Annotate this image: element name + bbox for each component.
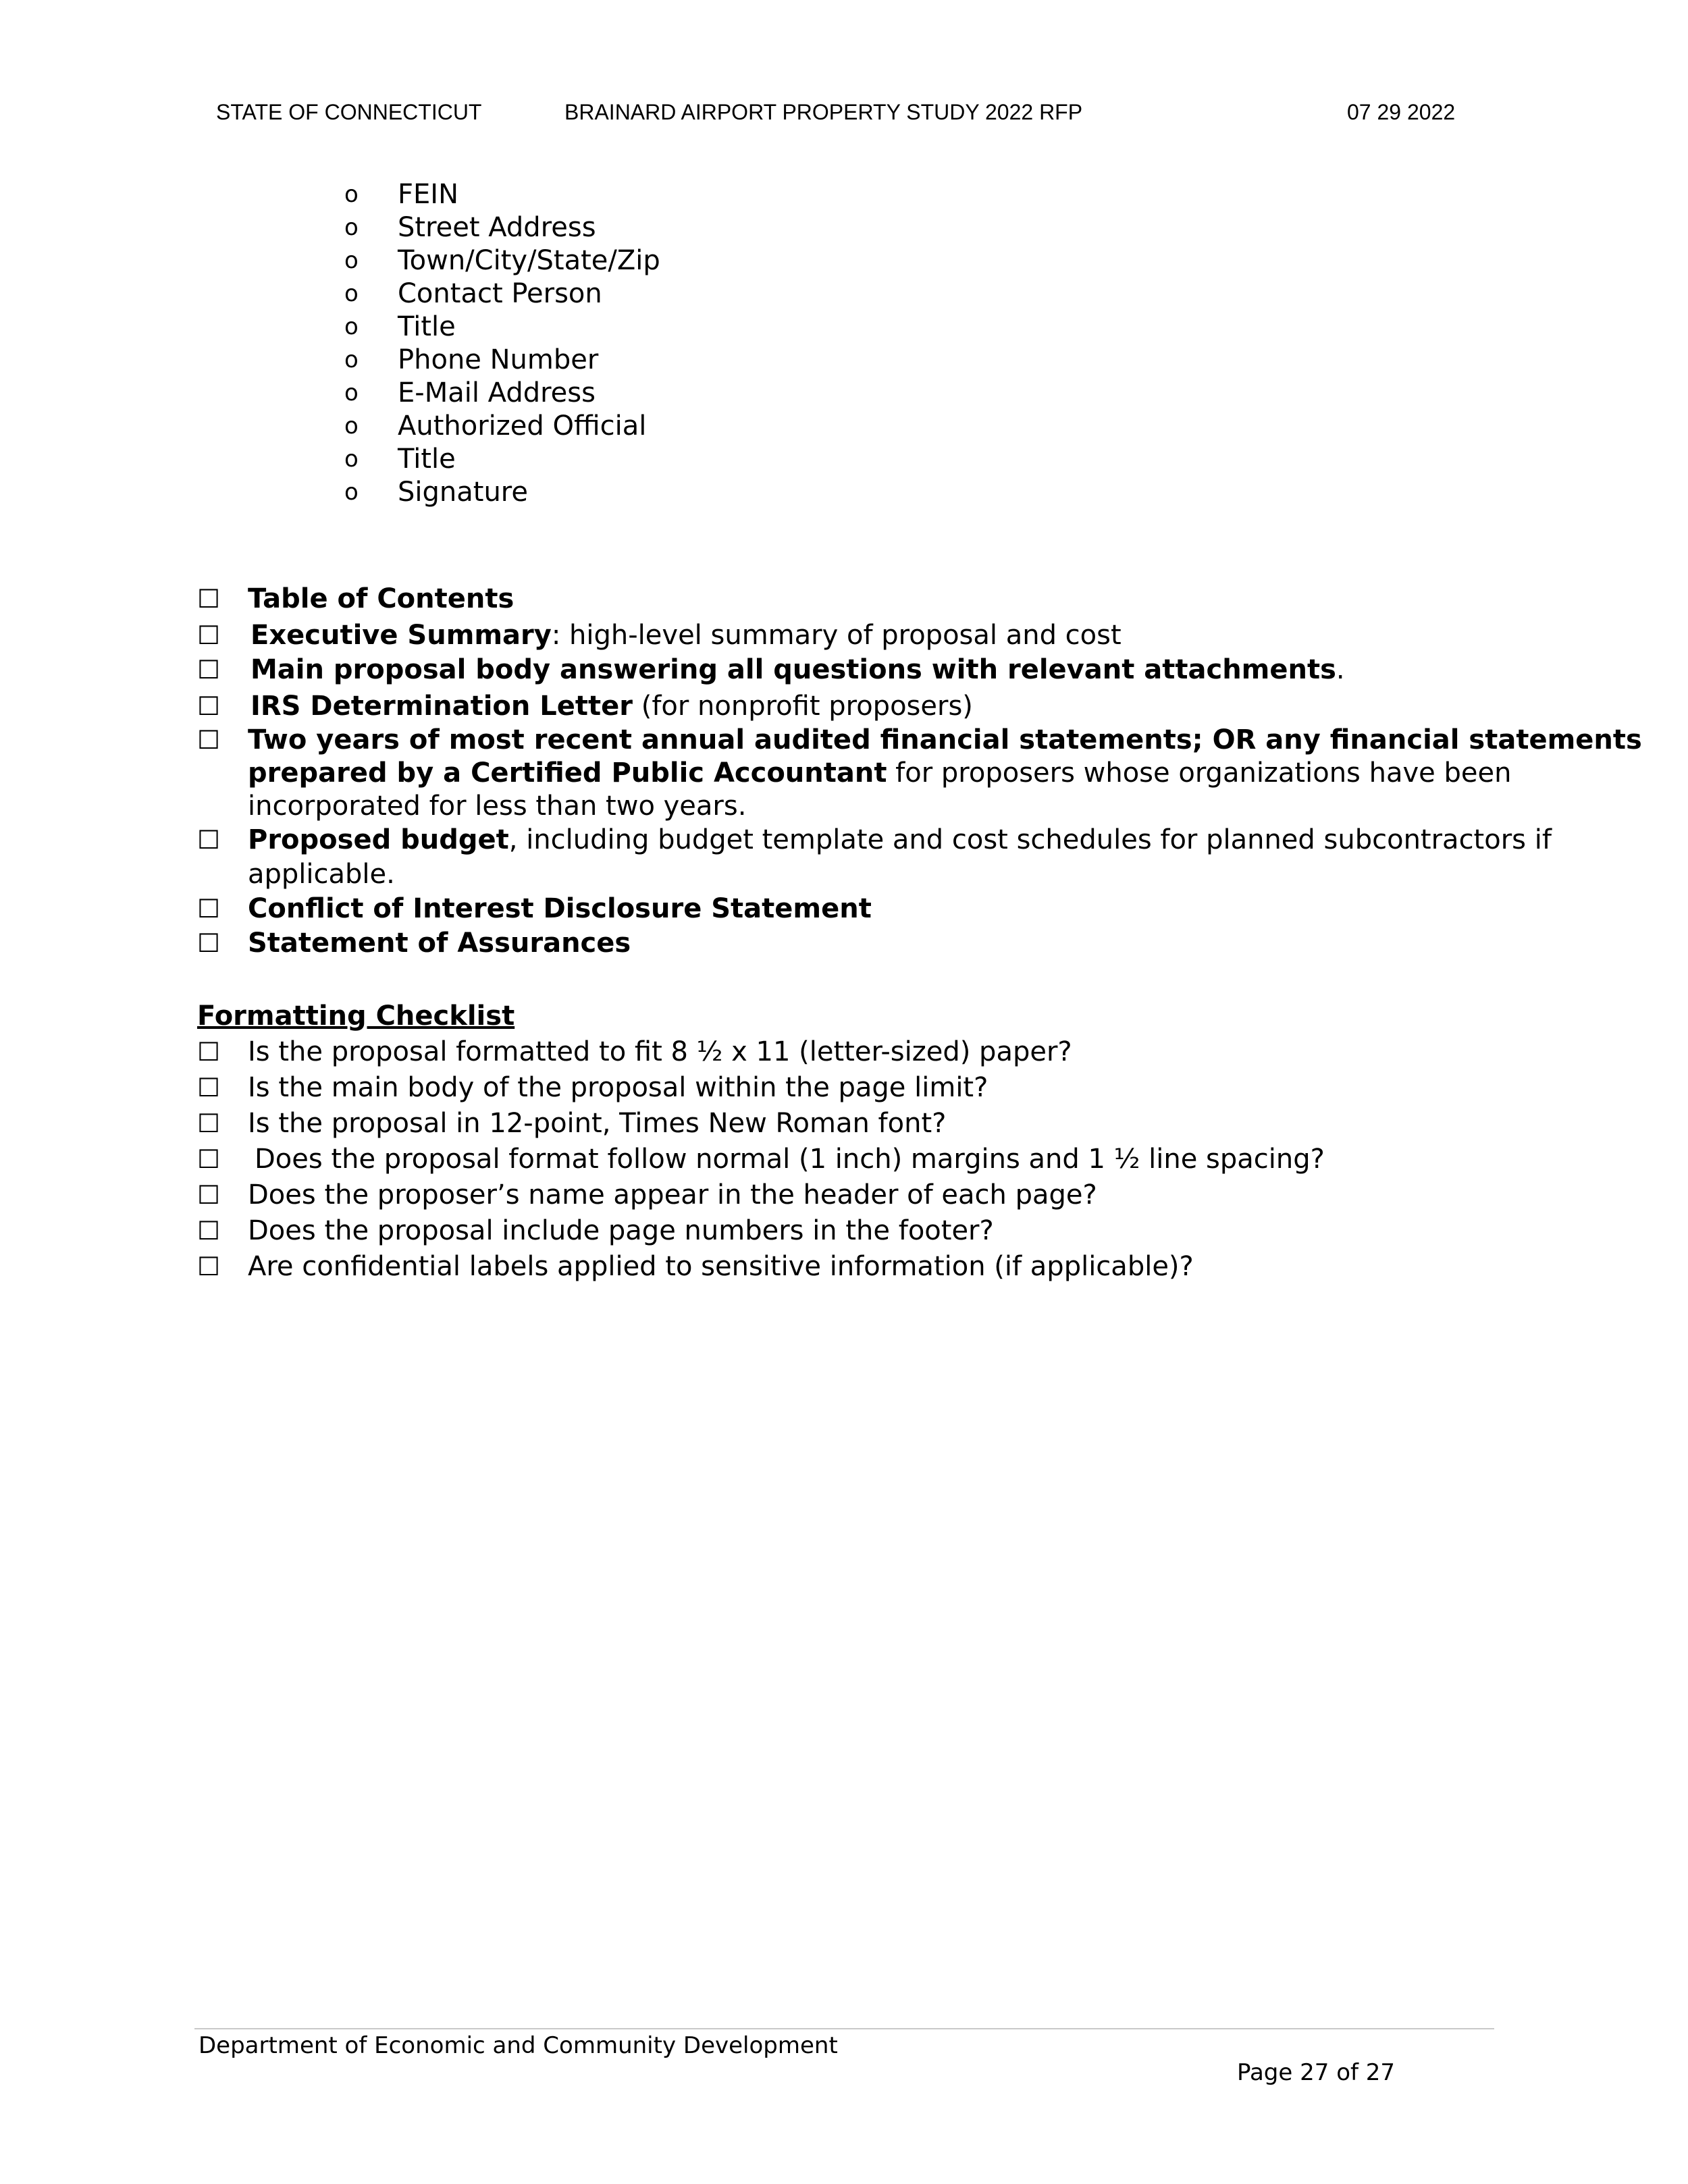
circle-bullet-icon: o <box>344 313 359 340</box>
circle-bullet-icon: o <box>344 379 359 406</box>
checklist-item: ☐ Does the proposal format follow normal (1 inch) margins and 1 ½ line spacing? <box>197 1142 1688 1177</box>
checkbox[interactable]: ☐ <box>197 1073 221 1102</box>
header-date: 07 29 2022 <box>1347 100 1456 124</box>
checkbox[interactable]: ☐ <box>197 620 221 650</box>
checklist-item: ☐ Conflict of Interest Disclosure Statement <box>197 892 1688 926</box>
footer-department: Department of Economic and Community Development <box>199 2032 838 2059</box>
checklist-item: ☐ Does the proposer’s name appear in the header of each page? <box>197 1177 1688 1213</box>
header-state: STATE OF CONNECTICUT <box>216 100 482 124</box>
circle-bullet-icon: o <box>344 214 359 241</box>
circle-bullet-icon: o <box>344 181 359 208</box>
checklist-item: ☐ Is the main body of the proposal within the page limit? <box>197 1070 1688 1106</box>
checklist-item: ☐ Executive Summary: high-level summary of proposal and cost <box>197 618 1688 653</box>
checklist-item: ☐ Is the proposal in 12-point, Times New Roman font? <box>197 1106 1688 1142</box>
checklist-item: ☐ Statement of Assurances <box>197 926 1688 961</box>
page-number: Page 27 of 27 <box>1237 2059 1396 2086</box>
circle-bullet-icon: o <box>344 446 359 473</box>
checkbox[interactable]: ☐ <box>197 1252 221 1281</box>
checkbox[interactable]: ☐ <box>197 1216 221 1246</box>
checklist-item: ☐ Main proposal body answering all questions with relevant attachments. <box>197 653 1688 687</box>
checklist-item: ☐ Does the proposal include page numbers in the footer? <box>197 1213 1688 1249</box>
checkbox[interactable]: ☐ <box>197 584 221 614</box>
circle-bullet-icon: o <box>344 346 359 373</box>
checkbox[interactable]: ☐ <box>197 1037 221 1067</box>
checkbox[interactable]: ☐ <box>197 1144 221 1174</box>
circle-bullet-icon: o <box>344 280 359 307</box>
checkbox[interactable]: ☐ <box>197 894 221 924</box>
checklist-item: ☐ IRS Determination Letter (for nonprofit proposers) <box>197 689 1688 724</box>
formatting-checklist <box>197 1034 1688 1285</box>
circle-bullet-icon: o <box>344 247 359 274</box>
checkbox[interactable]: ☐ <box>197 691 221 721</box>
checkbox[interactable]: ☐ <box>197 655 221 685</box>
document-page: STATE OF CONNECTICUT BRAINARD AIRPORT PROPERTY STUDY 2022 RFP 07 29 2022 o FEIN o Street Address o Town/City/State/Zip o Contact Person o Title o Phone Number o E-Mail Address o Authorized Official o Title o Signature ☐ Table of Contents ☐ Executive Summary: high-level summary of proposal and cost ☐ Main proposal body answering all questions with relevant attachments. ☐ IRS Determination Letter (for nonprofit proposers) ☐ Two years of most recent annual audited financial statements; OR any financial statements prepared by a Certified Public Accountant for proposers whose organizations have been incorporated for less than two years. ☐ Proposed budget, including budget template and cost schedules for planned subcontractors if applicable. ☐ Conflict of Interest Disclosure Statement ☐ Statement of Assurances Formatting Checklist ☐ Is the proposal formatted to fit 8 ½ x 11 (letter-sized) paper? ☐ Is the main body of the proposal within the page limit? ☐ Is the proposal in 12-point, Times New Roman font? ☐ Does the proposal format follow normal (1 inch) margins and 1 ½ line spacing? ☐ Does the proposer’s name appear in the header of each page? ☐ Does the proposal include page numbers in the footer? ☐ Are confidential labels applied to sensitive information (if applicable)? Department of Economic and Community Development Page 27 of 27 <box>0 0 1688 2184</box>
checkbox[interactable]: ☐ <box>197 1109 221 1138</box>
checkbox[interactable]: ☐ <box>197 825 221 855</box>
circle-bullet-icon: o <box>344 412 359 440</box>
checklist-item: ☐ Is the proposal formatted to fit 8 ½ x 11 (letter-sized) paper? <box>197 1034 1688 1070</box>
checklist-item: ☐ Proposed budget, including budget template and cost schedules for planned subcontractors if applicable. <box>197 824 1552 890</box>
circle-bullet-icon: o <box>344 479 359 506</box>
submission-checklist <box>197 582 1688 961</box>
checklist-item: ☐ Are confidential labels applied to sensitive information (if applicable)? <box>197 1249 1688 1285</box>
checklist-item: ☐ Table of Contents <box>197 582 1688 616</box>
checkbox[interactable]: ☐ <box>197 928 221 958</box>
header-title: BRAINARD AIRPORT PROPERTY STUDY 2022 RFP <box>564 100 1083 124</box>
checkbox[interactable]: ☐ <box>197 1180 221 1210</box>
checklist-item: ☐ Two years of most recent annual audited financial statements; OR any financial statements prepared by a Certified Public Accountant for proposers whose organizations have been incorporated for less than two years. <box>197 724 1642 822</box>
checkbox[interactable]: ☐ <box>197 725 221 755</box>
footer-divider <box>194 2028 1494 2029</box>
formatting-checklist-title: Formatting Checklist <box>197 1001 515 1032</box>
